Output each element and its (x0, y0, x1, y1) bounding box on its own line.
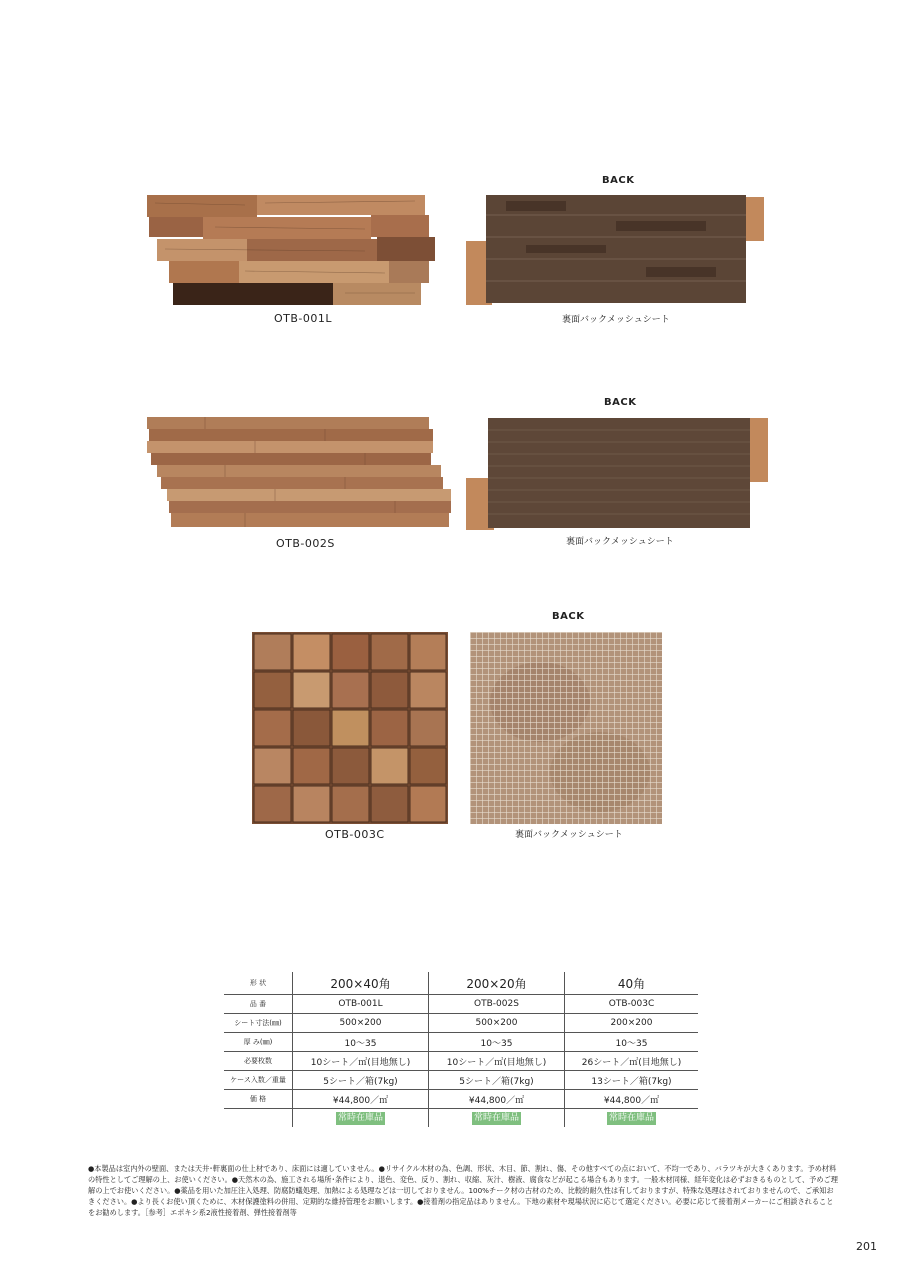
spec-cell: 500×200 (293, 1014, 429, 1033)
stock-cell (293, 1109, 429, 1128)
spec-header-empty (224, 1109, 293, 1128)
spec-cell: 10～35 (565, 1033, 699, 1052)
product-3-back-caption: 裏面バックメッシュシート (515, 830, 623, 840)
stock-badge: 常時在庫品 (608, 1112, 654, 1123)
spec-cell: 13シート／箱(7kg) (565, 1071, 699, 1090)
spec-cell: 5シート／箱(7kg) (429, 1071, 565, 1090)
spec-cell: OTB-003C (565, 995, 699, 1014)
product-2-back-label: BACK (604, 397, 637, 408)
product-3-back-label: BACK (552, 611, 585, 622)
product-2-back-caption: 裏面バックメッシュシート (566, 537, 674, 547)
stock-badge: 常時在庫品 (337, 1112, 383, 1123)
spec-cell: 40角 (565, 972, 699, 995)
page-number: 201 (856, 1240, 877, 1253)
product-2-front-image (145, 415, 453, 533)
spec-cell: 10シート／㎡(目地無し) (293, 1052, 429, 1071)
spec-cell: 200×20角 (429, 972, 565, 995)
spec-cell: ¥44,800／㎡ (293, 1090, 429, 1109)
spec-cell: 500×200 (429, 1014, 565, 1033)
stock-cell (429, 1109, 565, 1128)
spec-cell: 5シート／箱(7kg) (293, 1071, 429, 1090)
stock-badge: 常時在庫品 (473, 1112, 519, 1123)
product-1-front-image (145, 193, 437, 308)
product-3-code: OTB-003C (325, 828, 385, 841)
product-1-code: OTB-001L (274, 312, 333, 325)
spec-cell: 26シート／㎡(目地無し) (565, 1052, 699, 1071)
spec-table (224, 972, 698, 1127)
spec-row-shape (224, 972, 698, 995)
spec-header: 厚 み(㎜) (224, 1033, 293, 1052)
spec-row-case (224, 1071, 698, 1090)
spec-header: 品 番 (224, 995, 293, 1014)
spec-cell: OTB-001L (293, 995, 429, 1014)
spec-cell: 10シート／㎡(目地無し) (429, 1052, 565, 1071)
spec-cell: OTB-002S (429, 995, 565, 1014)
product-3-front-image (252, 632, 448, 824)
product-2-code: OTB-002S (276, 537, 335, 550)
notes-text: ●本製品は室内外の壁面、または天井･軒裏面の仕上材であり、床面には適していません。●リサイクル木材の為、色調、形状、木目、節、割れ、傷、その他すべての点において、不均一であり、バラツキが大きくあります。予め材料の特性としてご理解の上、お使いください。●天然木の為、施工される場所･条件により、退色、変色、反り、割れ、収縮、灰汁、樹液、腐食などが起こる場合もあります。一般木材同様、経年変化は必ずおきるものとして、予めご理解の上でお使いください。●薬品を用いた加圧注入処理、防腐防蟻処理、加熱による処理などは一切しておりません。100%チーク材の古材のため、比較的耐久性は有しておりますが、特殊な処理はされておりませんので、ご承知おきください。●より長くお使い頂くために、木材保護塗料の併用、定期的な維持管理をお願いします。●接着剤の指定品はありません。下地の素材や現場状況に応じて選定ください。必要に応じて接着剤メーカーにご相談されることをお勧めします。［参考］エポキシ系2液性接着剤、弾性接着剤等 (88, 1164, 838, 1217)
spec-row-code (224, 995, 698, 1014)
product-2-back-image (466, 416, 770, 532)
spec-cell: 200×40角 (293, 972, 429, 995)
spec-cell: 10～35 (429, 1033, 565, 1052)
spec-header: 形 状 (224, 972, 293, 995)
spec-row-stock (224, 1109, 698, 1128)
spec-row-price (224, 1090, 698, 1109)
spec-cell: ¥44,800／㎡ (429, 1090, 565, 1109)
spec-header: 価 格 (224, 1090, 293, 1109)
spec-cell: 10～35 (293, 1033, 429, 1052)
spec-header: ケース入数／重量 (224, 1071, 293, 1090)
spec-row-size (224, 1014, 698, 1033)
product-1-back-caption: 裏面バックメッシュシート (562, 315, 670, 325)
spec-header: 必要枚数 (224, 1052, 293, 1071)
spec-cell: ¥44,800／㎡ (565, 1090, 699, 1109)
spec-header: シート寸法(㎜) (224, 1014, 293, 1033)
spec-cell: 200×200 (565, 1014, 699, 1033)
spec-row-required (224, 1052, 698, 1071)
spec-row-thickness (224, 1033, 698, 1052)
product-1-back-image (466, 193, 766, 308)
product-1-back-label: BACK (602, 175, 635, 186)
stock-cell (565, 1109, 699, 1128)
product-3-back-image (470, 632, 662, 824)
